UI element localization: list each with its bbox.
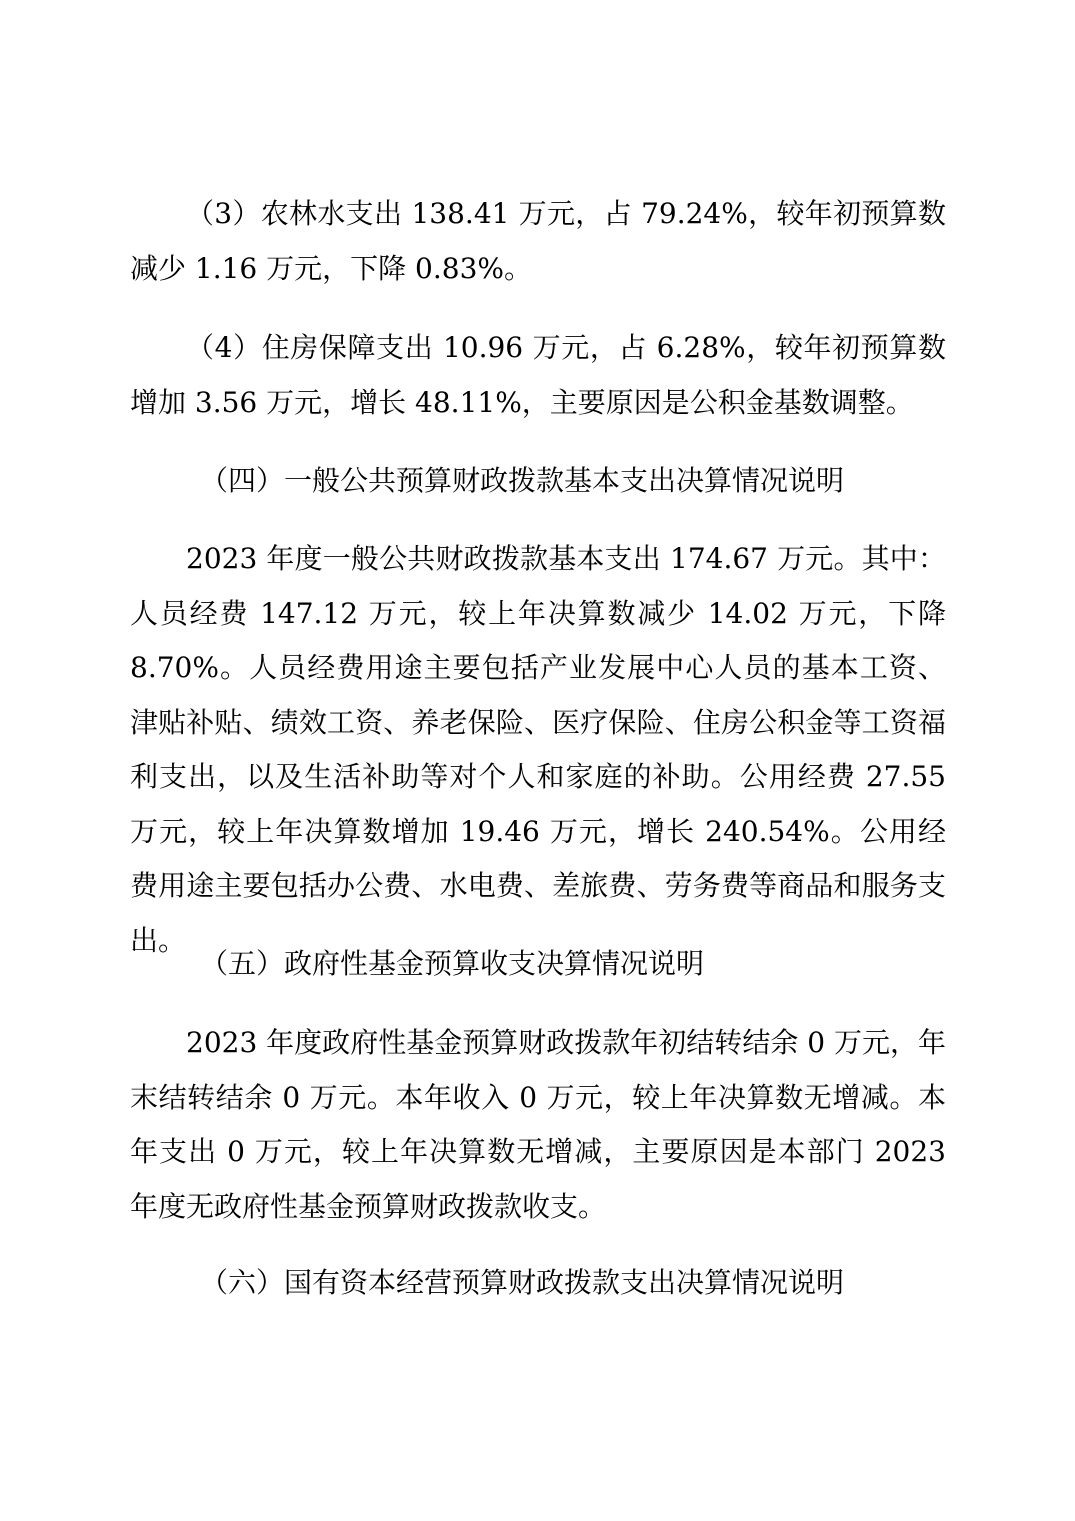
- section-heading-6: （六）国有资本经营预算财政拨款支出决算情况说明: [200, 1266, 845, 1299]
- paragraph-government-fund: 2023 年度政府性基金预算财政拨款年初结转结余 0 万元，年末结转结余 0 万元。本年收入 0 万元，较上年决算数无增减。本年支出 0 万元，较上年决算数无增减，主要原因是本部门 2023 年度无政府性基金预算财政拨款收支。: [130, 1026, 946, 1223]
- section-heading-5: （五）政府性基金预算收支决算情况说明: [200, 947, 705, 980]
- section-heading-4: （四）一般公共预算财政拨款基本支出决算情况说明: [200, 464, 845, 497]
- paragraph-basic-expense: 2023 年度一般公共财政拨款基本支出 174.67 万元。其中：人员经费 147.12 万元，较上年决算数减少 14.02 万元，下降 8.70%。人员经费用途主要包括产业发展中心人员的基本工资、津贴补贴、绩效工资、养老保险、医疗保险、住房公积金等工资福利支出，以及生活补助等对个人和家庭的补助。公用经费 27.55 万元，较上年决算数增加 19.46 万元，增长 240.54%。公用经费用途主要包括办公费、水电费、差旅费、劳务费等商品和服务支出。: [130, 542, 946, 957]
- paragraph-agriculture-expense: （3）农林水支出 138.41 万元，占 79.24%，较年初预算数减少 1.16 万元，下降 0.83%。: [130, 197, 946, 285]
- paragraph-housing-expense: （4）住房保障支出 10.96 万元，占 6.28%，较年初预算数增加 3.56 万元，增长 48.11%，主要原因是公积金基数调整。: [130, 331, 946, 419]
